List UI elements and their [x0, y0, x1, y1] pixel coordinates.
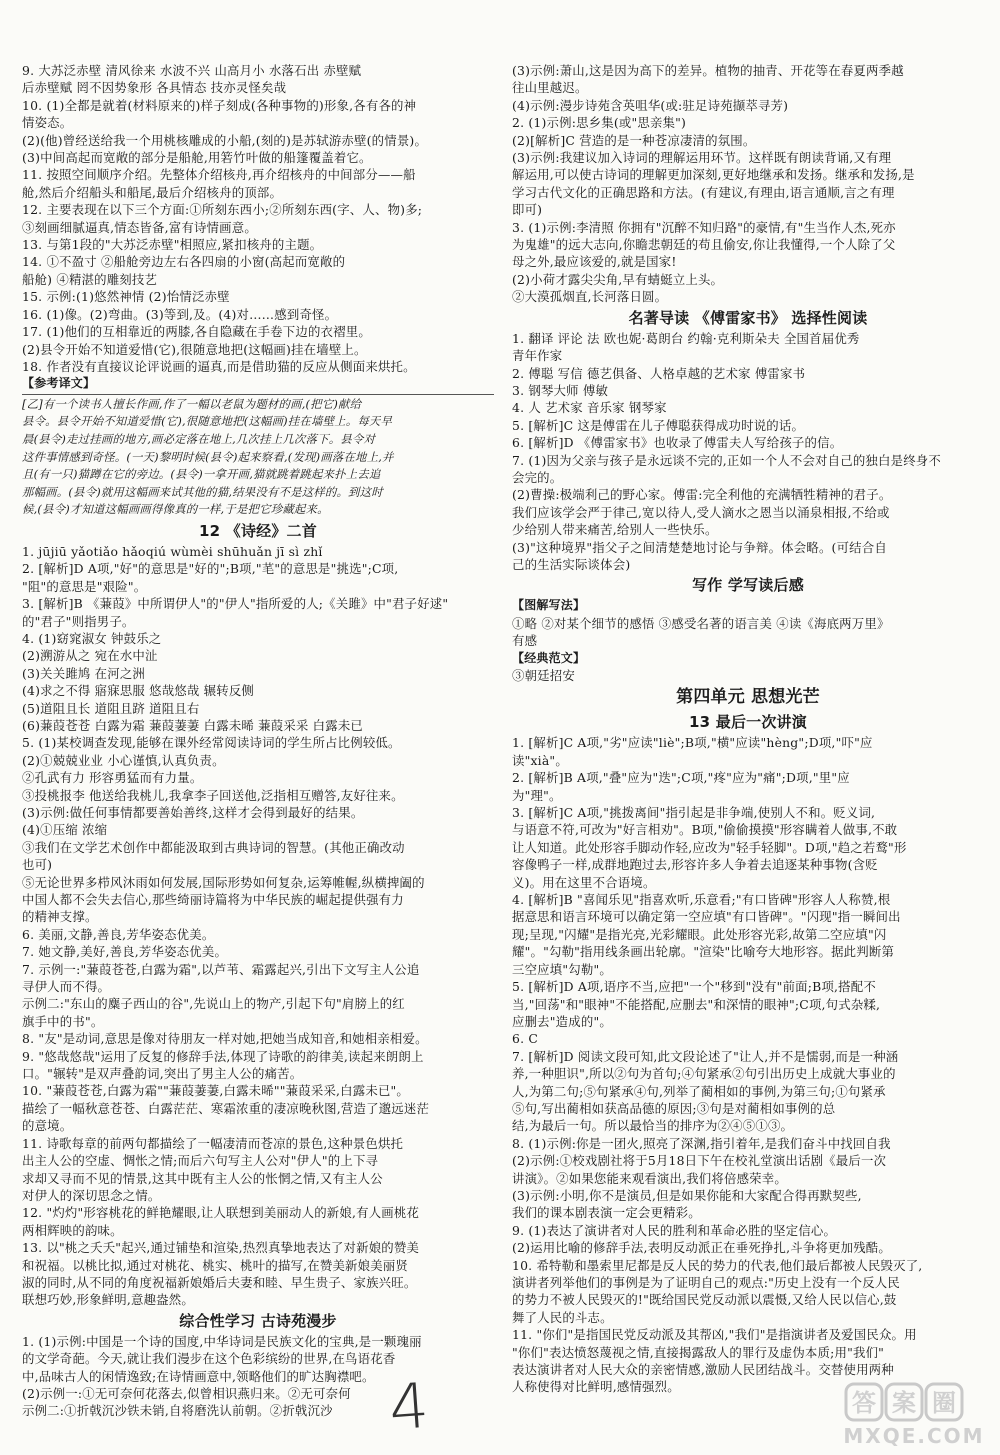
answer-line: (3)示例:我建议加入诗词的理解运用环节。这样既有朗读背诵,又有理: [512, 150, 892, 166]
answer-line: 养,一种胆识",所以②句为首句;④句紧承②句引出历史上成就大事业的: [512, 1066, 896, 1082]
answer-line: (6)蒹葭苍苍 白露为霜 蒹葭萋萋 白露未晞 蒹葭采采 白露未已: [22, 717, 364, 733]
answer-line: (2)溯游从之 宛在水中沚: [22, 648, 158, 664]
svg-text:MXQE.COM: MXQE.COM: [843, 1424, 985, 1448]
answer-line: (3)关关雎鸠 在河之洲: [22, 665, 146, 681]
answer-line: ②大漠孤烟直,长河落日圆。: [512, 289, 668, 305]
answer-line: 情姿态。: [22, 115, 73, 131]
answer-line: (3)"这种境界"指父子之间清楚楚地讨论与争辩。体会略。(可结合自: [512, 539, 887, 555]
answer-line: 3. 钢琴大师 傅敏: [512, 382, 609, 398]
answer-line: ⑤无论世界多栉风沐雨如何发展,国际形势如何复杂,运筹帷幄,纵横捭阖的: [22, 874, 425, 890]
answer-line: 船舱) ④精湛的雕刻技艺: [22, 271, 158, 287]
answer-line: ③刻画细腻逼真,情态皆备,富有诗情画意。: [22, 219, 257, 235]
answer-line: 10. (1)全都是就着(材料原来的)样子刻成(各种事物的)形象,各有各的神: [22, 97, 417, 113]
answer-line: 的精神支撑。: [22, 909, 98, 925]
answer-line: (2)运用比喻的修辞手法,表明反动派正在垂死挣扎,斗争将更加残酷。: [512, 1240, 891, 1256]
answer-line: 6. 美丽,文静,善良,芳华姿态优美。: [22, 926, 215, 942]
answer-line: (4)①压缩 浓缩: [22, 822, 108, 838]
answer-line: 结,为最后一句。所以最恰当的排序为②④⑤①③。: [512, 1118, 794, 1134]
section-heading: 12 《诗经》二首: [199, 521, 317, 540]
answer-line: 10. 希特勒和墨索里尼都是反人民的势力的代表,他们最后都被人民毁灭了,: [512, 1257, 923, 1273]
answer-line: 解运用,可以使古诗词的理解更加深刻,更好地继承和发扬。继承和发扬,是: [512, 167, 915, 183]
answer-line: 对伊人的深切思念之情。: [22, 1187, 161, 1203]
answer-line: (3)中间高起而宽敞的部分是船舱,用箬竹叶做的船篷覆盖着它。: [22, 150, 372, 166]
answer-line: 15. 示例:(1)悠然神情 (2)怡情泛赤壁: [22, 289, 230, 305]
answer-line: 7. 她文静,美好,善良,芳华姿态优美。: [22, 944, 228, 960]
answer-line: 为"理"。: [512, 787, 562, 803]
answer-line: 中,品味古人的闲情逸致;在诗情画意中,领略他们的旷达胸襟吧。: [22, 1368, 375, 1384]
answer-line: 母之外,最应该爱的,就是国家!: [512, 254, 677, 270]
section-heading: 写作 学写读后感: [692, 576, 804, 595]
answer-line: "阻"的意思是"艰险"。: [22, 578, 147, 594]
answer-line: 9. 大苏泛赤壁 清风徐来 水波不兴 山高月小 水落石出 赤壁赋: [22, 63, 362, 78]
answer-line: 容像鸭子一样,成群地跑过去,形容许多人争着去追逐某种事物(含贬: [512, 857, 878, 873]
svg-text:答: 答: [852, 1389, 876, 1417]
answer-line: (3)示例:小明,你不是演员,但是如果你能和大家配合得再默契些,: [512, 1187, 862, 1203]
translation-line: [乙]有一个读书人擅长作画,作了一幅以老鼠为题材的画,(把它)献给: [22, 396, 362, 411]
answer-line: (2)(他)曾经送给我一个用桃核雕成的小船,(刻的)是苏轼游赤壁(的情景)。: [22, 132, 428, 148]
answer-line: (2)示例:①校戏剧社将于5月18日下午在校礼堂演出话剧《最后一次: [512, 1153, 887, 1169]
section-heading: 名著导读 《傅雷家书》 选择性阅读: [628, 308, 868, 327]
section-heading: 13 最后一次讲演: [689, 713, 807, 732]
answer-line: 我们应该学会严于律己,宽以待人,受人滴水之恩当以涌泉相报,不给或: [512, 504, 890, 520]
answer-line: 12. "灼灼"形容桃花的鲜艳耀眼,让人联想到美丽动人的新娘,有人画桃花: [22, 1205, 420, 1221]
answer-line: 义)。用在这里不合语境。: [512, 874, 656, 890]
answer-line: 8. "友"是动词,意思是像对待朋友一样对她,把她当成知音,和她相亲相爱。: [22, 1031, 428, 1047]
section-tag: 【参考译文】: [22, 376, 96, 391]
reference-translation: [22, 394, 494, 519]
answer-line: 6. [解析]D 《傅雷家书》也收录了傅雷夫人写给孩子的信。: [512, 435, 843, 451]
answer-line: 学习古代文化的正确思路和方法。(有建议,有理由,语言通顺,言之有理: [512, 184, 895, 200]
answer-line: 与语意不符,可改为"好言相劝"。B项,"偷偷摸摸"形容瞒着人做事,不敢: [512, 822, 898, 838]
answer-line: 1. 翻译 评论 法 欧也妮·葛朗台 约翰·克利斯朵夫 全国首届优秀: [512, 330, 860, 346]
answer-line: 示例二:"东山的麋子西山的谷",先说山上的物产,引起下句"肩膀上的红: [22, 996, 405, 1012]
answer-line: 11. 按照空间顺序介绍。先整体介绍核舟,再介绍核舟的中间部分——船: [22, 167, 416, 183]
answer-line: 13. 以"桃之夭夭"起兴,通过铺垫和渲染,热烈真挚地表达了对新娘的赞美: [22, 1240, 420, 1256]
answer-line: (2)县令开始不知道爱惜(它),很随意地把(这幅画)挂在墙壁上。: [22, 341, 367, 357]
answer-line: 舱,然后介绍船头和船尾,最后介绍核舟的顶部。: [22, 184, 283, 200]
translation-line: 这件事情感到奇怪。(一天)黎明时候(县令)起来察看,(发现)画落在地上,并: [22, 449, 394, 464]
answer-line: 3. [解析]C A项,"挑拨离间"指引起是非争端,使别人不和。贬义词,: [512, 805, 876, 821]
answer-line: 读"xià"。: [512, 752, 568, 768]
section-tag: 【图解写法】: [512, 598, 586, 613]
answer-line: 1. jūjiū yǎotiǎo hǎoqiú wùmèi shūhuǎn jī sì zhǐ: [22, 543, 323, 559]
answer-line: (2)小荷才露尖尖角,早有蜻蜓立上头。: [512, 271, 724, 287]
answer-line: 让人知道。此处形容手脚动作轻,应改为"轻手轻脚"。D项,"趋之若鹜"形: [512, 839, 907, 855]
answer-line: (2)示例一:①无可奈何花落去,似曾相识燕归来。②无可奈何: [22, 1385, 351, 1401]
answer-line: 寻伊人而不得。: [22, 979, 111, 995]
answer-line: 2. [解析]B A项,"叠"应为"迭";C项,"疼"应为"痛";D项,"里"应: [512, 770, 850, 786]
answer-line: ③我们在文学艺术创作中都能汲取到古典诗词的智慧。(其他正确改动: [22, 839, 405, 855]
answer-line: 有感: [512, 633, 538, 649]
answer-line: 1. [解析]C A项,"劣"应读"liè";B项,"横"应读"hèng";D项,"吓"应: [512, 735, 873, 751]
answer-line: 舞了人民的斗志。: [512, 1309, 613, 1325]
answer-line: "你们"表达愤怒蔑视之情,直接揭露敌人的罪行及虚伪本质;用"我们": [512, 1344, 885, 1360]
answer-line: 6. C: [512, 1031, 539, 1047]
answer-line: 9. (1)表达了演讲者对人民的胜利和革命必胜的坚定信心。: [512, 1222, 837, 1238]
answer-line: ②孔武有力 形容勇猛而有力量。: [22, 770, 203, 786]
answer-line: (4)示例:漫步诗苑含英咀华(或:驻足诗苑撷萃寻芳): [512, 97, 789, 113]
answer-line: 往山里越迟。: [512, 80, 588, 96]
answer-line: 18. 作者没有直接议论评说画的逼真,而是借助猫的反应从侧面来烘托。: [22, 358, 416, 374]
answer-line: 的"君子"则指男子。: [22, 613, 135, 629]
answer-line: 旗手中的书"。: [22, 1013, 104, 1029]
translation-line: 县令。县令开始不知道爱惜(它),很随意地把(这幅画)挂在墙壁上。每天早: [22, 414, 393, 429]
answer-line: (3)示例:做任何事情都要善始善终,这样才会得到最好的结果。: [22, 804, 364, 820]
answer-line: 7. 示例一:"蒹葭苍苍,白露为霜",以芦苇、霜露起兴,引出下文写主人公追: [22, 961, 420, 977]
translation-line: 且(有一只)猫蹲在它的旁边。(县令)一拿开画,猫就跳着跳起来扑上去追: [22, 467, 381, 482]
answer-line: 4. [解析]B "喜闻乐见"指喜欢听,乐意看;"有口皆碑"形容人人称赞,根: [512, 892, 891, 908]
answer-line: 表达演讲者对人民大众的亲密情感,激励人民团结战斗。交替使用两种: [512, 1362, 894, 1378]
answer-line: 5. [解析]D A项,语序不当,应把"一个"移到"没有"前面;B项,搭配不: [512, 979, 876, 995]
section-heading: 第四单元 思想光芒: [676, 687, 820, 708]
answer-line: 4. (1)窈窕淑女 钟鼓乐之: [22, 630, 162, 646]
answer-line: 5. (1)某校调查发现,能够在课外经常阅读诗词的学生所占比例较低。: [22, 735, 401, 751]
answer-line: 淑的同时,从不同的角度祝福新娘婚后夫妻和睦、早生贵子、家族兴旺。: [22, 1274, 417, 1290]
answer-line: 求却又寻而不见的情景,这其中既有主人公的怅惘之情,又有主人公: [22, 1170, 383, 1186]
answer-line: 人称使得对比鲜明,感情强烈。: [512, 1379, 680, 1395]
watermark-logo: [842, 1380, 992, 1450]
answer-line: 12. 主要表现在以下三个方面:①所刻东西小;②所刻东西(字、人、物)多;: [22, 202, 423, 218]
answer-line: 17. (1)他们的互相靠近的两膝,各自隐藏在手卷下边的衣褶里。: [22, 324, 371, 340]
answer-line: 演讲者列举他们的事例是为了证明自己的观点:"历史上没有一个反人民: [512, 1275, 900, 1290]
answer-line: 的意境。: [22, 1118, 73, 1134]
answer-line: (2)曹操:极端利己的野心家。傅雷:完全利他的充满牺牲精神的君子。: [512, 487, 892, 503]
answer-line: 9. "悠哉悠哉"运用了反复的修辞手法,体现了诗歌的韵律美,读起来朗朗上: [22, 1048, 424, 1064]
answer-line: 为鬼雄"的远大志向,你瞻悲朝廷的苟且偷安,你让我懂得,一个人除了父: [512, 237, 896, 253]
answer-line: 11. "你们"是指国民党反动派及其帮凶,"我们"是指演讲者及爱国民众。用: [512, 1327, 917, 1343]
answer-line: 4. 人 艺术家 音乐家 钢琴家: [512, 400, 667, 416]
answer-line: ①略 ②对某个细节的感悟 ③感受名著的语言美 ④读《海底两万里》: [512, 615, 890, 631]
answer-line: 应删去"造成的"。: [512, 1013, 612, 1029]
answer-line: 13. 与第1段的"大苏泛赤壁"相照应,紧扣核舟的主题。: [22, 237, 323, 253]
answer-line: 当,"回荡"和"眼神"不能搭配,应删去"和深情的眼神";C项,句式杂糅,: [512, 996, 881, 1012]
answer-line: 青年作家: [512, 348, 563, 364]
answer-line: 口。"辗转"是双声叠韵词,突出了男主人公的痛苦。: [22, 1066, 303, 1082]
answer-line: 据意思和语言环境可以确定第一空应填"有口皆碑"。"闪现"指一瞬间出: [512, 909, 901, 925]
answer-line: 3. [解析]B 《蒹葭》中所谓伊人"的"伊人"指所爱的人;《关雎》中"君子好逑": [22, 596, 449, 612]
answer-line: (5)道阻且长 道阻且跻 道阻且右: [22, 700, 200, 716]
answer-line: 16. (1)像。(2)弯曲。(3)等到,及。(4)对……感到奇怪。: [22, 306, 338, 322]
answer-line: 2. (1)示例:思乡集(或"思亲集"): [512, 115, 687, 131]
answer-line: 我们的课本剧表演一定会更精彩。: [512, 1205, 701, 1221]
answer-line: 现;呈现,"闪耀"是指光亮,光彩耀眼。此处形容光彩,故第二空应填"闪: [512, 926, 887, 942]
answer-line: 会完的。: [512, 469, 563, 485]
answer-line: ③投桃报李 他送给我桃儿,我拿李子回送他,泛指相互赠答,友好往来。: [22, 787, 404, 803]
answer-line: 11. 诗歌每章的前两句都描绘了一幅凄清而苍凉的景色,这种景色烘托: [22, 1135, 404, 1151]
translation-line: 晨(县令)走过挂画的地方,画必定落在地上,几次挂上几次落下。县令对: [22, 431, 376, 446]
answer-line: 7. (1)因为父亲与孩子是永远谈不完的,正如一个人不会对自己的独白是终身不: [512, 452, 941, 468]
answer-line: 的文学奇葩。今天,就让我们漫步在这个色彩缤纷的世界,在鸟语花香: [22, 1351, 396, 1367]
answer-line: 5. [解析]C 这是傅雷在儿子傅聪获得成功时说的话。: [512, 417, 805, 433]
answer-line: ⑤句,写出蔺相如获高品德的原因;③句是对蔺相如事例的总: [512, 1100, 836, 1116]
answer-line: 三空应填"勾勒"。: [512, 961, 612, 977]
answer-line: (3)示例:萧山,这是因为高下的差异。植物的抽青、开花等在春夏两季越: [512, 63, 904, 78]
answer-line: (2)[解析]C 营造的是一种苍凉凄清的氛围。: [512, 132, 756, 148]
left-column: [22, 62, 494, 1420]
answer-line: (4)求之不得 寤寐思服 悠哉悠哉 辗转反侧: [22, 683, 255, 699]
answer-line: 2. [解析]D A项,"好"的意思是"好的";B项,"芼"的意思是"挑选";C项,: [22, 561, 399, 577]
answer-line: 14. ①不盈寸 ②船舱旁边左右各四扇的小窗(高起而宽敞的: [22, 254, 346, 270]
section-heading: 综合性学习 古诗苑漫步: [179, 1311, 337, 1330]
answer-line: ③朝廷招安: [512, 668, 575, 683]
answer-line: 耀"。"勾勒"指用线条画出轮廓。"渲染"比喻夸大地形容。据此判断第: [512, 944, 895, 960]
answer-line: (2)①兢兢业业 小心谨慎,认真负责。: [22, 752, 225, 768]
answer-line: 己的生活实际谈体会): [512, 556, 631, 572]
answer-line: 和祝福。以桃比拟,通过对桃花、桃实、桃叶的描写,在赞美新娘美丽贤: [22, 1257, 408, 1273]
answer-line: 后赤壁赋 罔不因势象形 各具情态 技亦灵怪矣哉: [22, 80, 287, 96]
right-column: [512, 62, 984, 1396]
translation-line: 候,(县令)才知道这幅画画得像真的一样,于是把它珍藏起来。: [22, 502, 329, 517]
svg-text:案: 案: [892, 1389, 916, 1417]
answer-line: 中国人都不会失去信心,那些绮丽诗篇将为中华民族的崛起提供强有力: [22, 892, 404, 907]
answer-line: 的势力不被人民毁灭的!"既给国民党反动派以震慑,又给人民以信心,鼓: [512, 1292, 897, 1308]
answer-line: 10. "蒹葭苍苍,白露为霜""蒹葭萋萋,白露未晞""蒹葭采采,白露未已"。: [22, 1083, 410, 1099]
answer-line: 2. 傅聪 写信 德艺俱备、人格卓越的艺术家 傅雷家书: [512, 365, 806, 381]
answer-line: 少给别人带来痛苦,给别人一些快乐。: [512, 522, 718, 538]
answer-line: 7. [解析]D 阅读文段可知,此文段论述了"让人,并不是懦弱,而是一种涵: [512, 1048, 899, 1064]
svg-text:圈: 圈: [932, 1389, 956, 1417]
answer-line: 示例二:①折戟沉沙铁未销,自将磨洗认前朝。②折戟沉沙: [22, 1403, 333, 1419]
answer-line: 1. (1)示例:中国是一个诗的国度,中华诗词是民族文化的宝典,是一颗瑰丽: [22, 1333, 422, 1349]
page-number: 4: [386, 1368, 432, 1445]
answer-line: 讲演》。②如果您能来观看演出,我们将倍感荣幸。: [512, 1170, 787, 1186]
answer-line: 描绘了一幅秋意苍苍、白露茫茫、寒霜浓重的凄凉晚秋图,营造了邈远迷茫: [22, 1100, 430, 1116]
answer-line: 3. (1)示例:李清照 你拥有"沉醉不知归路"的豪情,有"生当作人杰,死亦: [512, 219, 896, 235]
answer-line: 联想巧妙,形象鲜明,意趣盎然。: [22, 1292, 194, 1308]
answer-line: 出主人公的空虚、惆怅之情;而后六句写主人公对"伊人"的上下寻: [22, 1153, 379, 1169]
translation-line: 那幅画。(县令)就用这幅画来试其他的猫,结果没有不是这样的。到这时: [22, 484, 383, 499]
answer-line: 人,为第二句;⑤句紧承④句,列举了蔺相如的事例,为第三句;①句紧承: [512, 1083, 886, 1099]
answer-line: 即可): [512, 202, 543, 218]
section-tag: 【经典范文】: [512, 650, 586, 665]
answer-line: 8. (1)示例:你是一团火,照亮了深渊,指引着年,是我们奋斗中找回自我: [512, 1135, 891, 1151]
answer-line: 也可): [22, 857, 53, 873]
answer-line: 两相辉映的韵味。: [22, 1222, 123, 1238]
